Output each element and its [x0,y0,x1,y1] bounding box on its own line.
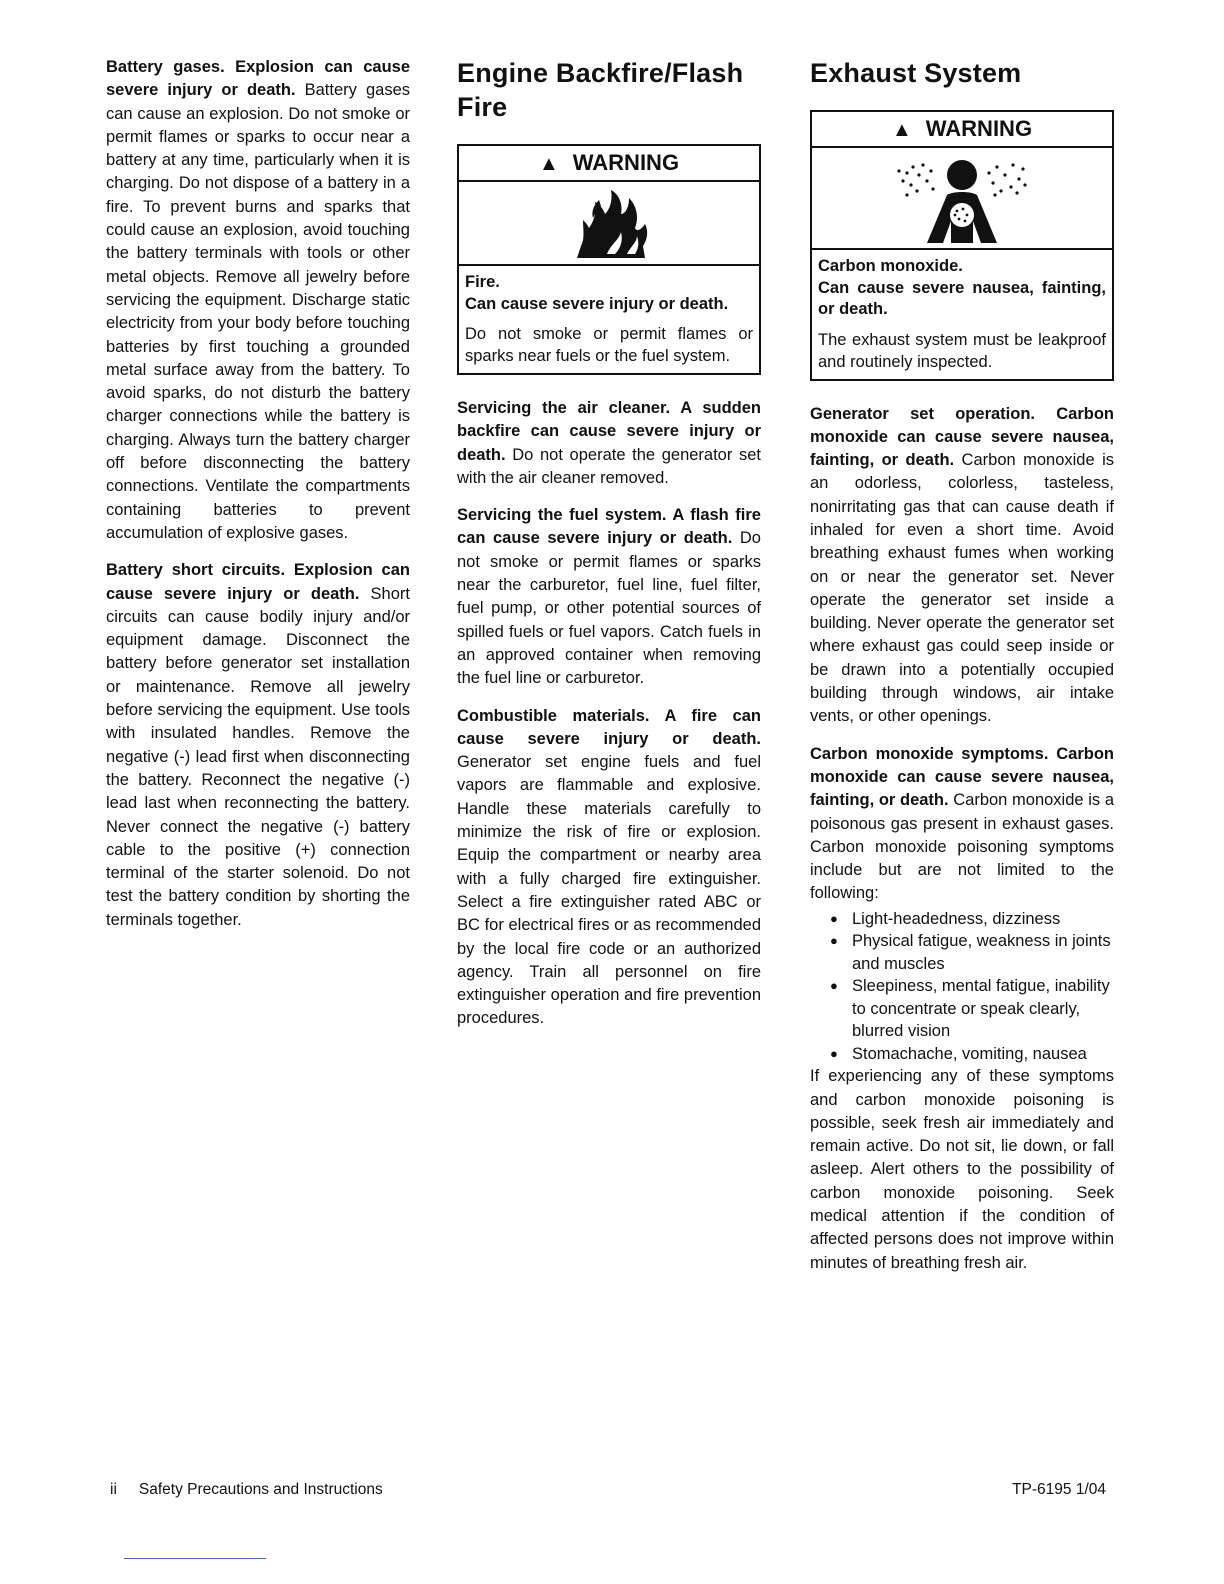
combustible-materials-paragraph: Combustible materials. A fire can cause severe injury or death. Generator set engine fuels and fuel vapors are flammable and explosive. Handle these materials carefully to minimize the risk of fire or explosion. Equip the compartment or nearby area with a fully charged fire extinguisher. Select a fire extinguisher rated ABC or BC for electrical fires or as recommended by the local fire code or an authorized agency. Train all personnel on fire extinguisher operation and fire prevention procedures. [457,706,761,1028]
battery-short-circuits-paragraph: Battery short circuits. Explosion can cause severe injury or death. Short circuits can cause bodily injury and/or equipment damage. Disconnect the battery before generator set installation or maintenance. Remove all jewelry before servicing the equipment. Use tools with insulated handles. Remove the negative (-) lead first when disconnecting the battery. Reconnect the negative (-) lead last when reconnecting the battery. Never connect the negative (-) battery cable to the positive (+) connection terminal of the starter solenoid. Do not test the battery condition by shorting the terminals together. [106,561,410,929]
co-advice-paragraph: If experiencing any of these symptoms and carbon monoxide poisoning is possible, seek fresh air immediately and remain active. Do not sit, lie down, or fall asleep. Alert others to the possibility of carbon monoxide poisoning. Seek medical attention if the condition of affected persons does not improve within minutes of breathing fresh air. [810,1067,1114,1272]
warning-header: ▲ WARNING [459,146,759,182]
warning-triangle-icon: ▲ [891,119,912,141]
section-title-backfire: Engine Backfire/Flash Fire [457,58,744,122]
generator-operation-paragraph: Generator set operation. Carbon monoxide can cause severe nausea, fainting, or death. Carbon monoxide is an odorless, colorless, tasteless, nonirritating gas that can cause death if inhaled for even a short time. Avoid breathing exhaust fumes when working on or near the generator set. Never operate the generator set inside a building. Never operate the generator set where exhaust gas could seep inside or be drawn into a potentially occupied building through windows, air intake vents, or other openings. [810,404,1115,726]
warning-hazard-text: Fire. Can cause severe injury or death. [465,273,729,313]
battery-gases-paragraph: Battery gases. Explosion can cause severe injury or death. Battery gases can cause an explosion. Do not smoke or permit flames or sparks to occur near a battery at any time, particularly when it is charging. Do not dispose of a battery in a fire. To prevent burns and sparks that could cause an explosion, avoid touching the battery terminals with tools or other metal objects. Remove all jewelry before servicing the equipment. Discharge static electricity from your body before touching batteries by first touching a grounded metal surface away from the battery. To avoid sparks, do not disturb the battery charger connections while the battery is charging. Always turn the battery charger off before disconnecting the battery connections. Ventilate the compartments containing batteries to prevent accumulation of explosive gases. [106,58,410,542]
carbon-monoxide-hazard-icon [812,148,1112,250]
air-cleaner-paragraph: Servicing the air cleaner. A sudden backfire can cause severe injury or death. Do not operate the generator set with the air cleaner removed. [457,399,761,487]
warning-triangle-icon: ▲ [538,153,559,175]
symptoms-list [810,908,1114,1066]
warning-header: ▲ WARNING [812,112,1112,148]
list-item: ● Stomachache, vomiting, nausea [830,1043,1114,1066]
footer-section-title: Safety Precautions and Instructions [138,1481,383,1498]
column-backfire [457,56,761,1045]
list-item: ● Physical fatigue, weakness in joints and muscles [830,930,1114,975]
fuel-system-paragraph: Servicing the fuel system. A flash fire can cause severe injury or death. Do not smoke or permit flames or sparks near the carburetor, fuel line, fuel filter, fuel pump, or other potential sources of spilled fuels or fuel vapors. Catch fuels in an approved container when removing the fuel line or carburetor. [457,506,761,688]
document-id: TP-6195 1/04 [1012,1481,1106,1498]
co-warning-box [810,110,1114,381]
co-symptoms-paragraph: Carbon monoxide symptoms. Carbon monoxide can cause severe nausea, fainting, or death. Carbon monoxide is a poisonous gas present in exhaust gases. Carbon monoxide poisoning symptoms include but are not limited to the following: [810,744,1114,903]
battery-short-heading: Battery short circuits. Explosion can cause severe injury or death. [106,561,410,603]
list-item: ● Light-headedness, dizziness [830,908,1114,931]
column-battery [106,56,410,946]
list-item: ● Sleepiness, mental fatigue, inability to concentrate or speak clearly, blurred vision [830,975,1114,1043]
fire-warning-box [457,144,761,375]
warning-instruction: The exhaust system must be leakproof and routinely inspected. [818,330,1106,371]
column-exhaust [810,56,1114,1289]
warning-instruction: Do not smoke or permit flames or sparks near fuels or the fuel system. [465,325,753,365]
page-number: ii [110,1481,117,1498]
section-title-exhaust: Exhaust System [810,58,1022,88]
footer-left [110,1481,383,1499]
divider [124,1558,266,1559]
battery-gases-heading: Battery gases. Explosion can cause severe injury or death. [106,58,410,100]
fire-hazard-icon [459,182,759,266]
warning-hazard-text: Carbon monoxide. Can cause severe nausea, fainting, or death. [818,257,1106,318]
